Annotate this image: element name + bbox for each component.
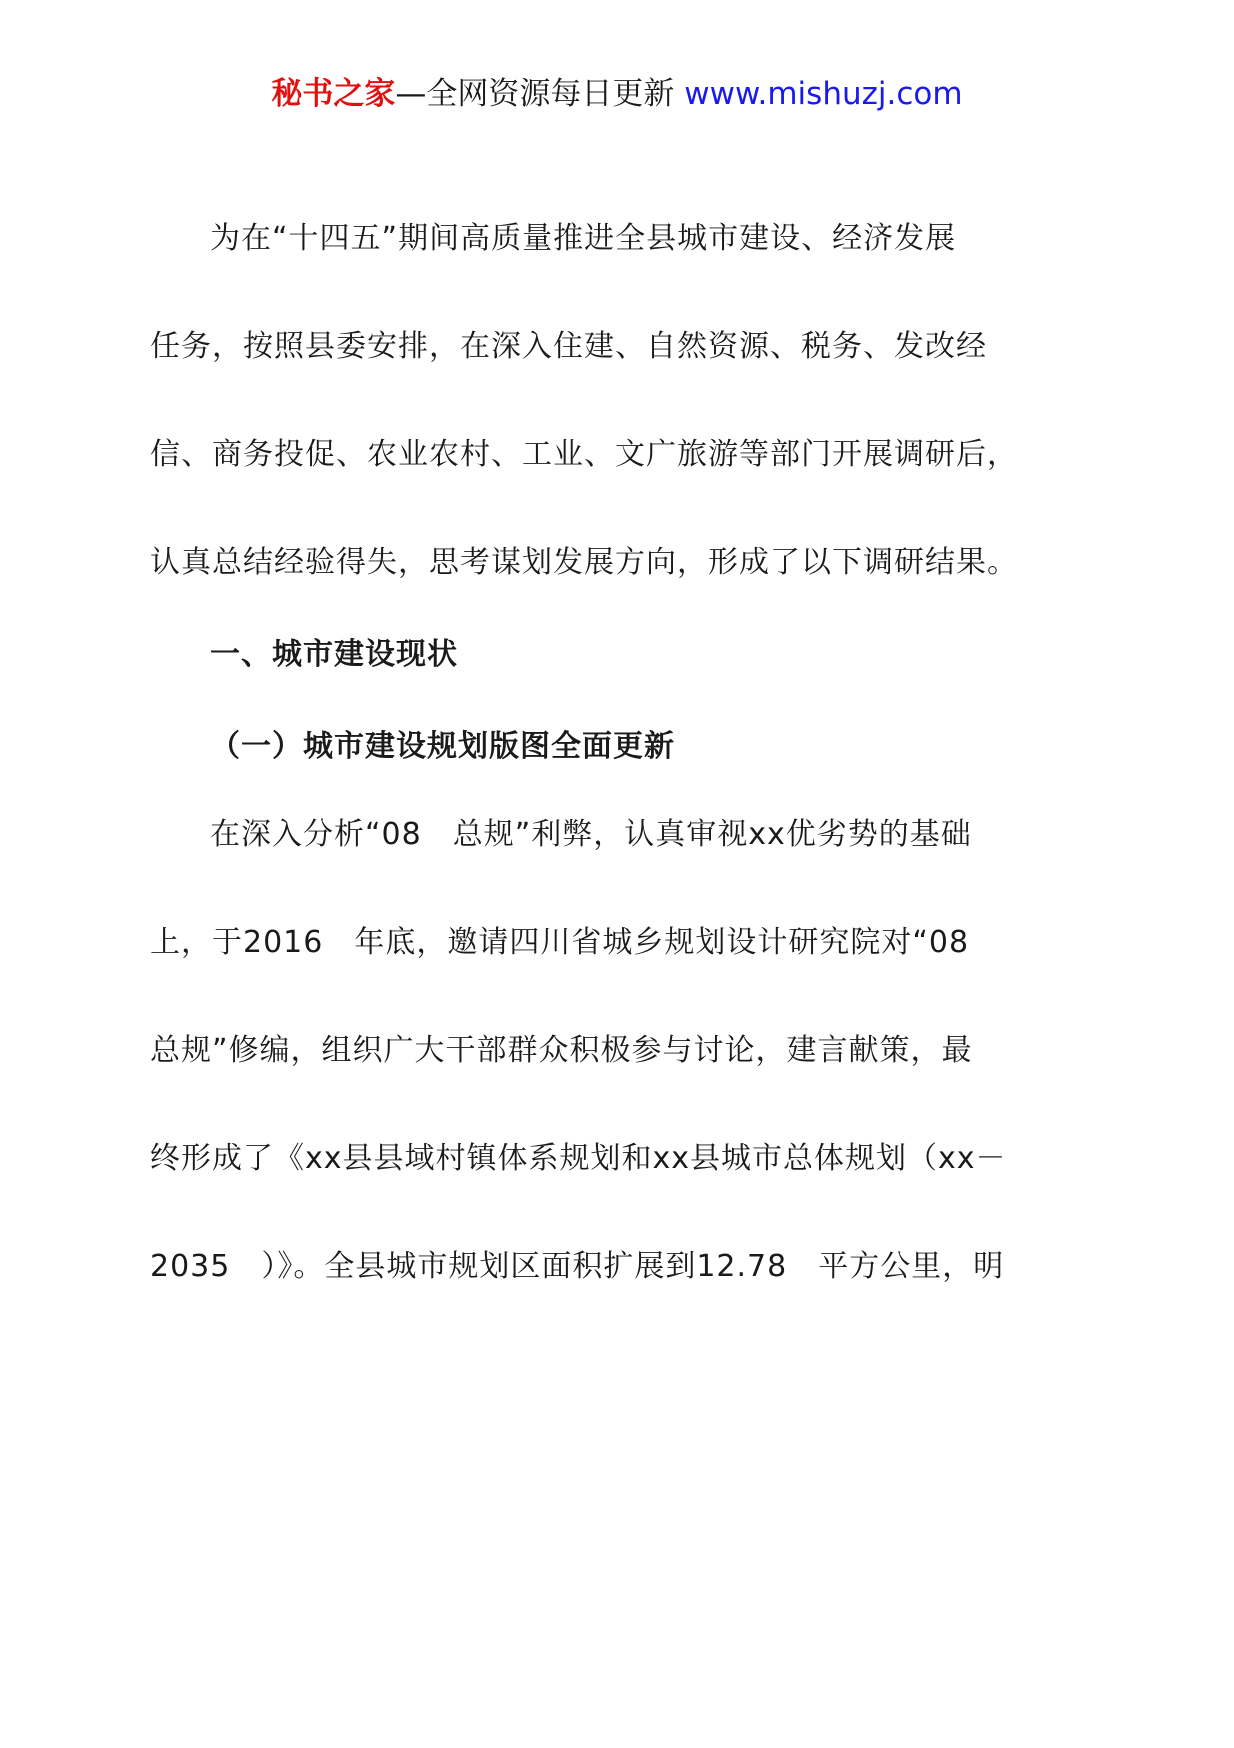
subsection-heading: （一）城市建设规划版图全面更新 [210,729,675,764]
paragraph-line: 总规”修编，组织广大干部群众积极参与讨论，建言献策，最 [150,1033,973,1068]
paragraph-line: 上，于2016 年底，邀请四川省城乡规划设计研究院对“08 [150,925,970,960]
paragraph-line: 终形成了《xx县县域村镇体系规划和xx县城市总体规划（xx－ [150,1141,1007,1176]
paragraph-line: 信、商务投促、农业农村、工业、文广旅游等部门开展调研后， [150,437,1018,472]
paragraph-line: 认真总结经验得失，思考谋划发展方向，形成了以下调研结果。 [150,545,1018,580]
brand-name: 秘书之家 [271,76,396,112]
paragraph-line: 为在“十四五”期间高质量推进全县城市建设、经济发展 [210,221,957,256]
paragraph-line: 2035 ）》。全县城市规划区面积扩展到12.78 平方公里，明 [150,1249,1005,1284]
section-heading: 一、城市建设现状 [210,637,458,672]
site-url-link[interactable]: www.mishuzj.com [684,76,963,112]
site-header [0,72,1234,116]
paragraph-line: 在深入分析“08 总规”利弊，认真审视xx优劣势的基础 [210,817,972,852]
header-tagline: —全网资源每日更新 [395,76,685,112]
paragraph-line: 任务，按照县委安排，在深入住建、自然资源、税务、发改经 [150,329,987,364]
